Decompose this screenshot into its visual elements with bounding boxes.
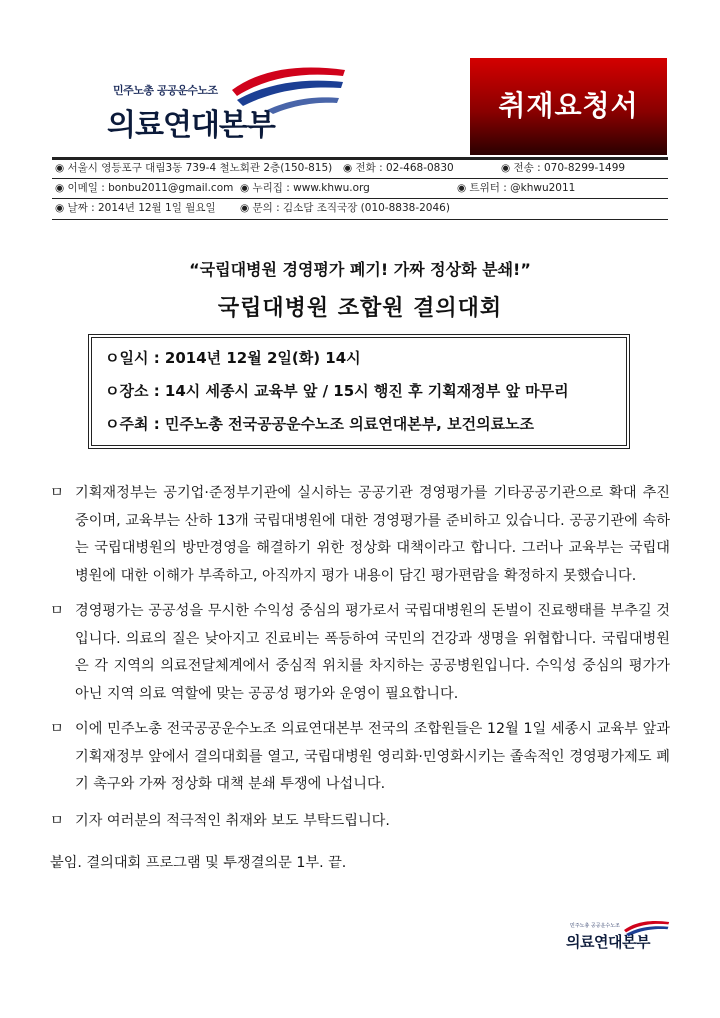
bullet-mark: ㅁ (50, 603, 64, 619)
event-host: ㅇ주최 : 민주노총 전국공공운수노조 의료연대본부, 보건의료노조 (105, 415, 535, 433)
event-details-box (88, 334, 630, 449)
attachment-note: 붙임. 결의대회 프로그램 및 투쟁결의문 1부. 끝. (50, 855, 347, 871)
page-title: 국립대병원 조합원 결의대회 (217, 296, 503, 321)
event-date: ㅇ일시 : 2014년 12월 2일(화) 14시 (105, 349, 361, 367)
logo-union-subtitle: 민주노총 공공운수노조 (113, 84, 218, 97)
info-date: ◉ 날짜 : 2014년 12월 1일 월요일 (55, 202, 216, 214)
event-place: ㅇ장소 : 14시 세종시 교육부 앞 / 15시 행진 후 기획재정부 앞 마무리 (105, 382, 569, 400)
info-website: ◉ 누리집 : www.khwu.org (240, 182, 370, 194)
info-row-1 (55, 160, 665, 178)
paragraph-text: 경영평가는 공공성을 무시한 수익성 중심의 평가로서 국립대병원의 돈벌이 진료행태를 부추길 것입니다. 의료의 질은 낮아지고 진료비는 폭등하여 국민의 건강과 생명을 위협합니다. 국립대병원은 각 지역의 의료전달체계에서 중심적 위치를 차지하는 공공병원입니다. 수익성 중심의 평가가 아닌 지역 의료 역할에 맞는 공공성 평가와 운영이 필요합니다. (75, 603, 670, 702)
info-divider (52, 219, 668, 220)
info-contact: ◉ 문의 : 김소담 조직국장 (010-8838-2046) (240, 202, 450, 214)
info-phone: ◉ 전화 : 02-468-0830 (343, 162, 454, 174)
footer-org-name: 의료연대본부 (566, 933, 650, 951)
info-row-3 (55, 200, 665, 218)
info-fax: ◉ 전송 : 070-8299-1499 (501, 162, 626, 174)
org-logo (107, 60, 352, 155)
footer-union-subtitle: 민주노총 공공운수노조 (570, 923, 620, 929)
headline-quote: “국립대병원 경영평가 폐기! 가짜 정상화 분쇄!” (189, 260, 531, 279)
info-email: ◉ 이메일 : bonbu2011@gmail.com (55, 182, 234, 194)
bullet-mark: ㅁ (50, 721, 64, 737)
info-divider (52, 198, 668, 199)
info-divider (52, 178, 668, 179)
bullet-mark: ㅁ (50, 485, 64, 501)
paragraph-3 (50, 716, 670, 799)
paragraph-text: 기자 여러분의 적극적인 취재와 보도 부탁드립니다. (75, 813, 390, 829)
document-type-label: 취재요청서 (498, 89, 639, 122)
footer-logo (560, 915, 670, 963)
document-type-banner (470, 58, 667, 155)
paragraph-4 (50, 808, 670, 836)
paragraph-2 (50, 598, 670, 708)
info-row-2 (55, 180, 665, 198)
paragraph-text: 이에 민주노총 전국공공운수노조 의료연대본부 전국의 조합원들은 12월 1일 세종시 교육부 앞과 기획재정부 앞에서 결의대회를 열고, 국립대병원 영리화·민영화시키는 졸속적인 경영평가제도 폐기 촉구와 가짜 정상화 대책 분쇄 투쟁에 나섭니다. (75, 721, 670, 792)
info-address: ◉ 서울시 영등포구 대림3동 739-4 철노회관 2층(150-815) (55, 162, 333, 174)
bullet-mark: ㅁ (50, 813, 64, 829)
paragraph-text: 기획재정부는 공기업·준정부기관에 실시하는 공공기관 경영평가를 기타공공기관으로 확대 추진 중이며, 교육부는 산하 13개 국립대병원에 대한 경영평가를 준비하고 있습니다. 공공기관에 속하는 국립대병원의 방만경영을 해결하기 위한 정상화 대책이라고 합니다. 그러나 교육부는 국립대병원에 대한 이해가 부족하고, 아직까지 평가 내용이 담긴 평가편람을 확정하지 못했습니다. (75, 485, 670, 584)
paragraph-1 (50, 480, 670, 590)
logo-org-name: 의료연대본부 (107, 108, 275, 143)
info-twitter: ◉ 트위터 : @khwu2011 (457, 182, 576, 194)
